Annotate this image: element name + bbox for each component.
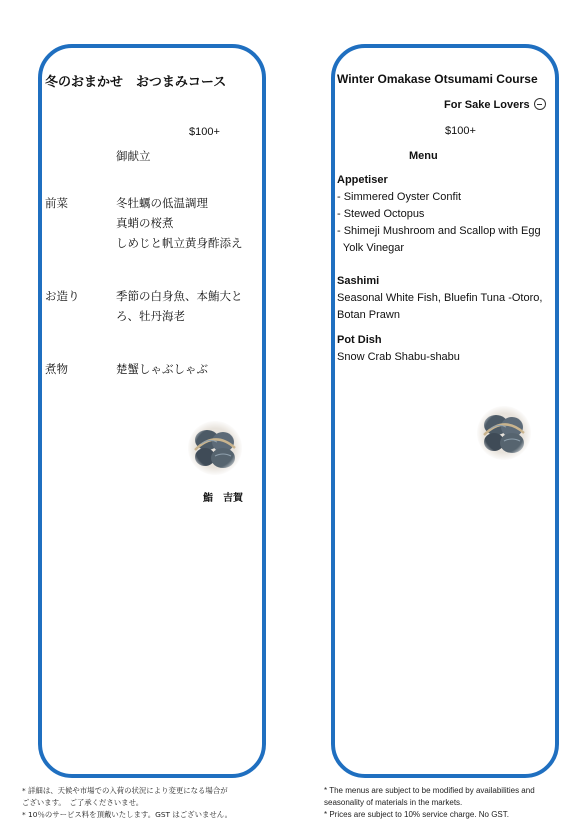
restaurant-signature: 鮨 吉賀 <box>203 493 243 504</box>
footnote-jp-1: * 詳細は、天候や市場での入荷の状況により変更になる場合が <box>22 786 228 795</box>
footnote-en-3: * Prices are subject to 10% service charge. No GST. <box>324 810 509 819</box>
dish-line: 冬牡蠣の低温調理 <box>116 196 208 210</box>
dish-line: 楚蟹しゃぶしゃぶ <box>116 362 208 376</box>
dish-line: 季節の白身魚、本鮪大と <box>116 289 243 303</box>
dish-line-en: Botan Prawn <box>337 309 400 321</box>
footnote-jp-3: * 10％のサービス料を頂戴いたします。GST はございません。 <box>22 810 232 819</box>
grinning-face-icon <box>534 98 546 110</box>
section-heading-appetiser: Appetiser <box>337 174 388 186</box>
subtitle-en <box>444 98 546 111</box>
price-jp: $100+ <box>189 126 220 138</box>
dish-line-en: Yolk Vinegar <box>337 242 405 254</box>
menu-heading-jp: 御献立 <box>116 149 151 163</box>
course-title-jp: 冬のおまかせ おつまみコース <box>45 75 227 90</box>
clam-shells-logo-icon <box>187 420 243 476</box>
menu-heading-en: Menu <box>409 150 438 162</box>
dish-line-en: - Shimeji Mushroom and Scallop with Egg <box>337 225 541 237</box>
dish-line: 真蛸の桜煮 <box>116 216 174 230</box>
clam-shells-logo-icon <box>476 405 532 461</box>
section-label-zensai: 前菜 <box>45 196 68 210</box>
footnote-en-2: seasonality of materials in the markets. <box>324 798 463 807</box>
dish-line-en: - Stewed Octopus <box>337 208 425 220</box>
section-label-otsukuri: お造り <box>45 289 80 303</box>
footnote-jp-2: ございます。 ご了承くださいませ。 <box>22 798 144 807</box>
dish-line-en: - Simmered Oyster Confit <box>337 191 462 203</box>
dish-line: しめじと帆立黄身酢添え <box>116 236 243 250</box>
menu-card-japanese <box>38 44 266 778</box>
footnote-en-1: * The menus are subject to be modified by availabilities and <box>324 786 535 795</box>
price-en: $100+ <box>445 125 476 137</box>
subtitle-text: For Sake Lovers <box>444 99 530 111</box>
section-heading-sashimi: Sashimi <box>337 275 380 287</box>
dish-line-en: Snow Crab Shabu-shabu <box>337 351 460 363</box>
dish-line-en: Seasonal White Fish, Bluefin Tuna -Otoro, <box>337 292 543 304</box>
course-title-en: Winter Omakase Otsumami Course <box>337 72 538 86</box>
section-heading-pot-dish: Pot Dish <box>337 334 382 346</box>
dish-line: ろ、牡丹海老 <box>116 309 185 323</box>
section-label-nimono: 煮物 <box>45 362 68 376</box>
